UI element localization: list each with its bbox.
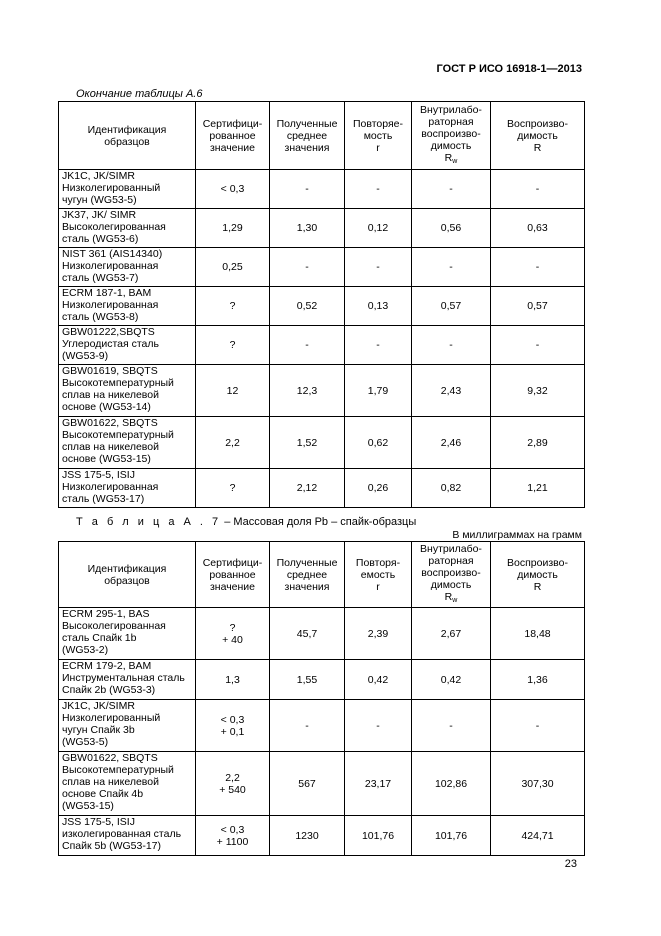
- intralab-reproducibility-cell: -: [412, 700, 491, 752]
- reproducibility-cell: -: [491, 248, 585, 287]
- certified-value-cell: < 0,3: [196, 170, 270, 209]
- mean-value-cell: -: [270, 170, 345, 209]
- certified-value-cell: < 0,3 + 1100: [196, 816, 270, 856]
- table-a7: [58, 541, 585, 856]
- table2-caption: Т а б л и ц а А . 7 – Массовая доля Pb – спайк-образцы: [76, 516, 417, 528]
- header-certified: Сертифици- рованное значение: [196, 542, 270, 608]
- header-mean: Полученные среднее значения: [270, 102, 345, 170]
- reproducibility-cell: 2,89: [491, 417, 585, 469]
- intralab-reproducibility-cell: -: [412, 326, 491, 365]
- intralab-reproducibility-cell: 102,86: [412, 752, 491, 816]
- table-row: [59, 660, 585, 700]
- sample-id-cell: JK1C, JK/SIMR Низколегированный чугун (WG53-5): [59, 170, 196, 209]
- repeatability-cell: -: [345, 248, 412, 287]
- header-id: Идентификация образцов: [59, 542, 196, 608]
- header-id: Идентификация образцов: [59, 102, 196, 170]
- reproducibility-cell: 1,21: [491, 469, 585, 508]
- mean-value-cell: -: [270, 700, 345, 752]
- header-mean: Полученные среднее значения: [270, 542, 345, 608]
- intralab-reproducibility-cell: 0,42: [412, 660, 491, 700]
- intralab-reproducibility-cell: 0,57: [412, 287, 491, 326]
- sample-id-cell: JSS 175-5, ISIJ изколегированная сталь Спайк 5b (WG53-17): [59, 816, 196, 856]
- table2-units: В миллиграммах на грамм: [452, 529, 582, 541]
- repeatability-cell: 0,12: [345, 209, 412, 248]
- header-repeatability: Повторя- емость r: [345, 542, 412, 608]
- table-row: [59, 608, 585, 660]
- certified-value-cell: ?: [196, 469, 270, 508]
- reproducibility-cell: 0,63: [491, 209, 585, 248]
- table-row: [59, 248, 585, 287]
- certified-value-cell: 12: [196, 365, 270, 417]
- mean-value-cell: -: [270, 326, 345, 365]
- repeatability-cell: 2,39: [345, 608, 412, 660]
- sample-id-cell: NIST 361 (AIS14340) Низколегированная сталь (WG53-7): [59, 248, 196, 287]
- sample-id-cell: ECRM 187-1, BAM Низколегированная сталь (WG53-8): [59, 287, 196, 326]
- mean-value-cell: 1,55: [270, 660, 345, 700]
- certified-value-cell: 1,29: [196, 209, 270, 248]
- table-row: [59, 287, 585, 326]
- repeatability-cell: 0,13: [345, 287, 412, 326]
- certified-value-cell: 2,2: [196, 417, 270, 469]
- mean-value-cell: 12,3: [270, 365, 345, 417]
- table-row: [59, 365, 585, 417]
- mean-value-cell: -: [270, 248, 345, 287]
- table-a6-continuation: [58, 101, 585, 508]
- certified-value-cell: ?: [196, 326, 270, 365]
- table-row: [59, 816, 585, 856]
- mean-value-cell: 2,12: [270, 469, 345, 508]
- reproducibility-cell: 424,71: [491, 816, 585, 856]
- sample-id-cell: JK37, JK/ SIMR Высоколегированная сталь (WG53-6): [59, 209, 196, 248]
- sample-id-cell: ECRM 295-1, BAS Высоколегированная сталь Спайк 1b (WG53-2): [59, 608, 196, 660]
- intralab-reproducibility-cell: 0,56: [412, 209, 491, 248]
- reproducibility-cell: -: [491, 700, 585, 752]
- reproducibility-cell: -: [491, 326, 585, 365]
- document-code: ГОСТ Р ИСО 16918-1—2013: [436, 63, 582, 75]
- repeatability-cell: 23,17: [345, 752, 412, 816]
- repeatability-cell: 101,76: [345, 816, 412, 856]
- mean-value-cell: 1,30: [270, 209, 345, 248]
- intralab-reproducibility-cell: 2,43: [412, 365, 491, 417]
- table-row: [59, 700, 585, 752]
- header-certified: Сертифици- рованное значение: [196, 102, 270, 170]
- reproducibility-cell: 1,36: [491, 660, 585, 700]
- table-row: [59, 170, 585, 209]
- sample-id-cell: JK1C, JK/SIMR Низколегированный чугун Спайк 3b (WG53-5): [59, 700, 196, 752]
- header-intralab-reproducibility: Внутрилабо- раторная воспроизво- димость $R_w$: [412, 102, 491, 170]
- reproducibility-cell: 0,57: [491, 287, 585, 326]
- table-row: [59, 469, 585, 508]
- repeatability-cell: 0,26: [345, 469, 412, 508]
- reproducibility-cell: 18,48: [491, 608, 585, 660]
- intralab-reproducibility-cell: -: [412, 170, 491, 209]
- repeatability-cell: 1,79: [345, 365, 412, 417]
- repeatability-cell: 0,62: [345, 417, 412, 469]
- table1-caption: Окончание таблицы А.6: [76, 88, 203, 100]
- repeatability-cell: -: [345, 326, 412, 365]
- intralab-reproducibility-cell: 101,76: [412, 816, 491, 856]
- page-number: 23: [564, 858, 577, 870]
- sample-id-cell: GBW01622, SBQTS Высокотемпературный сплав на никелевой основе (WG53-15): [59, 417, 196, 469]
- intralab-reproducibility-cell: 2,67: [412, 608, 491, 660]
- reproducibility-cell: 307,30: [491, 752, 585, 816]
- table-row: [59, 326, 585, 365]
- sample-id-cell: GBW01619, SBQTS Высокотемпературный сплав на никелевой основе (WG53-14): [59, 365, 196, 417]
- repeatability-cell: -: [345, 700, 412, 752]
- intralab-reproducibility-cell: 0,82: [412, 469, 491, 508]
- table-row: [59, 752, 585, 816]
- table-row: [59, 417, 585, 469]
- certified-value-cell: 1,3: [196, 660, 270, 700]
- mean-value-cell: 45,7: [270, 608, 345, 660]
- sample-id-cell: GBW01222,SBQTS Углеродистая сталь (WG53-9): [59, 326, 196, 365]
- reproducibility-cell: 9,32: [491, 365, 585, 417]
- certified-value-cell: < 0,3 + 0,1: [196, 700, 270, 752]
- sample-id-cell: ECRM 179-2, BAM Инструментальная сталь Спайк 2b (WG53-3): [59, 660, 196, 700]
- sample-id-cell: GBW01622, SBQTS Высокотемпературный сплав на никелевой основе Спайк 4b (WG53-15): [59, 752, 196, 816]
- mean-value-cell: 0,52: [270, 287, 345, 326]
- intralab-reproducibility-cell: 2,46: [412, 417, 491, 469]
- header-repeatability: Повторяе- мость r: [345, 102, 412, 170]
- header-intralab-reproducibility: Внутрилабо- раторная воспроизво- димость $R_w$: [412, 542, 491, 608]
- mean-value-cell: 1230: [270, 816, 345, 856]
- mean-value-cell: 1,52: [270, 417, 345, 469]
- certified-value-cell: ?: [196, 287, 270, 326]
- repeatability-cell: -: [345, 170, 412, 209]
- intralab-reproducibility-cell: -: [412, 248, 491, 287]
- reproducibility-cell: -: [491, 170, 585, 209]
- mean-value-cell: 567: [270, 752, 345, 816]
- repeatability-cell: 0,42: [345, 660, 412, 700]
- certified-value-cell: 0,25: [196, 248, 270, 287]
- sample-id-cell: JSS 175-5, ISIJ Низколегированная сталь (WG53-17): [59, 469, 196, 508]
- header-reproducibility: Воспроизво- димость R: [491, 102, 585, 170]
- certified-value-cell: ? + 40: [196, 608, 270, 660]
- header-reproducibility: Воспроизво- димость R: [491, 542, 585, 608]
- table-row: [59, 209, 585, 248]
- certified-value-cell: 2,2 + 540: [196, 752, 270, 816]
